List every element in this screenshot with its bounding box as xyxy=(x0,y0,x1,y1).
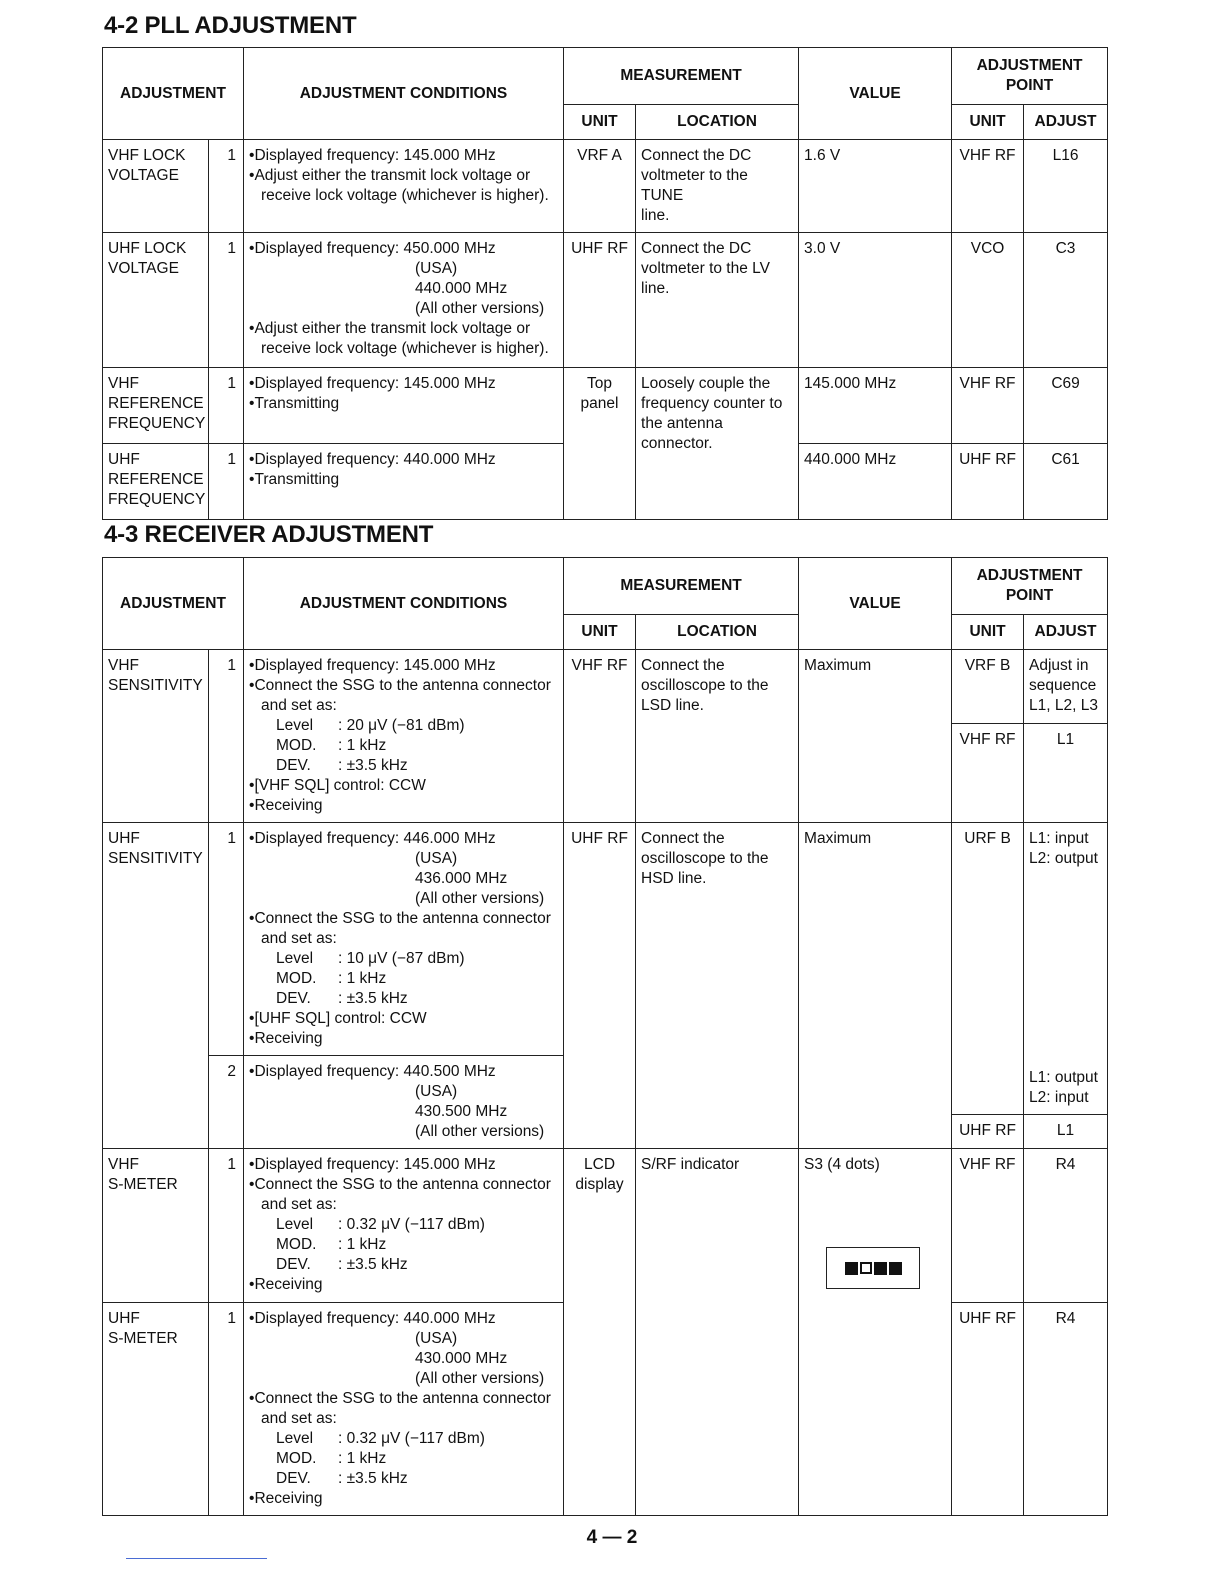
header-ap-adjust: ADJUST xyxy=(1024,615,1108,650)
step-number: 1 xyxy=(209,140,244,233)
header-unit: UNIT xyxy=(564,615,636,650)
adjustment-name: UHF S-METER xyxy=(103,1303,209,1516)
s-meter-dot xyxy=(845,1262,858,1275)
adjustment-conditions: •Displayed frequency: 446.000 MHz (USA) 436.000 MHz (All other versions) •Connect the SSG to the antenna connector and set as: Level : 10 μV (−87 dBm) MOD. : 1 kHz DEV. : ±3.5 kHz •[UHF SQL] control: CCW •Receiving xyxy=(244,823,564,1056)
table-row xyxy=(103,823,1108,1056)
s-meter-dot xyxy=(860,1262,872,1274)
header-measurement: MEASUREMENT xyxy=(564,48,799,105)
adjustment-point: C3 xyxy=(1024,233,1108,368)
header-ap-unit: UNIT xyxy=(952,615,1024,650)
header-unit: UNIT xyxy=(564,105,636,140)
header-ap-unit: UNIT xyxy=(952,105,1024,140)
step-number: 2 xyxy=(209,1056,244,1149)
table-row xyxy=(103,140,1108,233)
adjustment-point: C61 xyxy=(1024,444,1108,520)
adjustment-name: VHF S-METER xyxy=(103,1149,209,1303)
adjustment-unit: VHF RF xyxy=(952,368,1024,444)
step-number: 1 xyxy=(209,444,244,520)
adjustment-conditions: •Displayed frequency: 440.000 MHz •Transmitting xyxy=(244,444,564,520)
adjustment-unit: UHF RF xyxy=(952,444,1024,520)
step-number: 1 xyxy=(209,1149,244,1303)
adjustment-name: UHF SENSITIVITY xyxy=(103,823,209,1149)
measurement-location: Connect the DC voltmeter to the LV line. xyxy=(636,233,799,368)
adjustment-name: UHF LOCK VOLTAGE xyxy=(103,233,209,368)
adjustment-conditions: •Displayed frequency: 145.000 MHz •Connect the SSG to the antenna connector and set as: Level : 0.32 μV (−117 dBm) MOD. : 1 kHz DEV. : ±3.5 kHz •Receiving xyxy=(244,1149,564,1303)
header-location: LOCATION xyxy=(636,615,799,650)
header-adjustment-point: ADJUSTMENT POINT xyxy=(952,48,1108,105)
s-meter-lcd-icon xyxy=(826,1247,920,1289)
s-meter-dot xyxy=(874,1262,887,1275)
measurement-unit: UHF RF xyxy=(564,823,636,1149)
adjustment-name: VHF LOCK VOLTAGE xyxy=(103,140,209,233)
pll-adjustment-table xyxy=(102,47,1108,520)
adjustment-conditions: •Displayed frequency: 440.500 MHz (USA) 430.500 MHz (All other versions) xyxy=(244,1056,564,1149)
measurement-location: Connect the DC voltmeter to the TUNE line. xyxy=(636,140,799,233)
adjustment-unit: VHF RF xyxy=(952,724,1024,823)
adjustment-conditions: •Displayed frequency: 145.000 MHz •Transmitting xyxy=(244,368,564,444)
adjustment-unit: VHF RF xyxy=(952,140,1024,233)
value: S3 (4 dots) xyxy=(799,1149,952,1516)
adjustment-unit: VHF RF xyxy=(952,1149,1024,1303)
adjustment-point: L1 xyxy=(1024,1114,1108,1148)
measurement-unit: LCD display xyxy=(564,1149,636,1516)
adjustment-conditions: •Displayed frequency: 450.000 MHz (USA) 440.000 MHz (All other versions) •Adjust either the transmit lock voltage or receive lock voltage (whichever is higher). xyxy=(244,233,564,368)
adjustment-point: C69 xyxy=(1024,368,1108,444)
adjustment-point: L1: output L2: input xyxy=(1024,1056,1108,1115)
value: Maximum xyxy=(799,650,952,823)
adjustment-conditions: •Displayed frequency: 145.000 MHz •Connect the SSG to the antenna connector and set as: Level : 20 μV (−81 dBm) MOD. : 1 kHz DEV. : ±3.5 kHz •[VHF SQL] control: CCW •Receiving xyxy=(244,650,564,823)
table-row xyxy=(103,233,1108,368)
header-conditions: ADJUSTMENT CONDITIONS xyxy=(244,48,564,140)
receiver-adjustment-table xyxy=(102,557,1108,1516)
measurement-unit: VHF RF xyxy=(564,650,636,823)
table-row xyxy=(103,368,1108,444)
measurement-location: Loosely couple the frequency counter to the antenna connector. xyxy=(636,368,799,520)
header-adjustment: ADJUSTMENT xyxy=(103,48,244,140)
header-value: VALUE xyxy=(799,558,952,650)
adjustment-point: R4 xyxy=(1024,1303,1108,1516)
adjustment-name: UHF REFERENCE FREQUENCY xyxy=(103,444,209,520)
measurement-unit: Top panel xyxy=(564,368,636,520)
step-number: 1 xyxy=(209,650,244,823)
s-meter-dot xyxy=(889,1262,902,1275)
step-number: 1 xyxy=(209,233,244,368)
value: 145.000 MHz xyxy=(799,368,952,444)
header-conditions: ADJUSTMENT CONDITIONS xyxy=(244,558,564,650)
header-measurement: MEASUREMENT xyxy=(564,558,799,615)
adjustment-point: L1 xyxy=(1024,724,1108,823)
header-location: LOCATION xyxy=(636,105,799,140)
pll-section-title: 4-2 PLL ADJUSTMENT xyxy=(104,12,357,39)
adjustment-conditions: •Displayed frequency: 145.000 MHz •Adjust either the transmit lock voltage or receive lock voltage (whichever is higher). xyxy=(244,140,564,233)
measurement-unit: UHF RF xyxy=(564,233,636,368)
step-number: 1 xyxy=(209,823,244,1056)
table-row xyxy=(103,650,1108,724)
adjustment-unit: UHF RF xyxy=(952,1114,1024,1148)
measurement-unit: VRF A xyxy=(564,140,636,233)
adjustment-point: R4 xyxy=(1024,1149,1108,1303)
adjustment-unit: VRF B xyxy=(952,650,1024,724)
step-number: 1 xyxy=(209,1303,244,1516)
receiver-section-title: 4-3 RECEIVER ADJUSTMENT xyxy=(104,521,434,548)
adjustment-name: VHF REFERENCE FREQUENCY xyxy=(103,368,209,444)
header-value: VALUE xyxy=(799,48,952,140)
header-adjustment: ADJUSTMENT xyxy=(103,558,244,650)
adjustment-point: L1: input L2: output xyxy=(1024,823,1108,1056)
value: Maximum xyxy=(799,823,952,1149)
value: 440.000 MHz xyxy=(799,444,952,520)
header-adjustment-point: ADJUSTMENT POINT xyxy=(952,558,1108,615)
footer-rule xyxy=(126,1558,267,1559)
measurement-location: Connect the oscilloscope to the LSD line. xyxy=(636,650,799,823)
adjustment-conditions: •Displayed frequency: 440.000 MHz (USA) 430.000 MHz (All other versions) •Connect the SSG to the antenna connector and set as: Level : 0.32 μV (−117 dBm) MOD. : 1 kHz DEV. : ±3.5 kHz •Receiving xyxy=(244,1303,564,1516)
adjustment-point: L16 xyxy=(1024,140,1108,233)
value: 1.6 V xyxy=(799,140,952,233)
value: 3.0 V xyxy=(799,233,952,368)
header-ap-adjust: ADJUST xyxy=(1024,105,1108,140)
page-number: 4 — 2 xyxy=(586,1527,638,1548)
measurement-location: S/RF indicator xyxy=(636,1149,799,1516)
adjustment-point: Adjust in sequence L1, L2, L3 xyxy=(1024,650,1108,724)
adjustment-unit: VCO xyxy=(952,233,1024,368)
adjustment-unit: UHF RF xyxy=(952,1303,1024,1516)
step-number: 1 xyxy=(209,368,244,444)
measurement-location: Connect the oscilloscope to the HSD line. xyxy=(636,823,799,1149)
table-row xyxy=(103,1149,1108,1303)
adjustment-name: VHF SENSITIVITY xyxy=(103,650,209,823)
adjustment-unit: URF B xyxy=(952,823,1024,1115)
